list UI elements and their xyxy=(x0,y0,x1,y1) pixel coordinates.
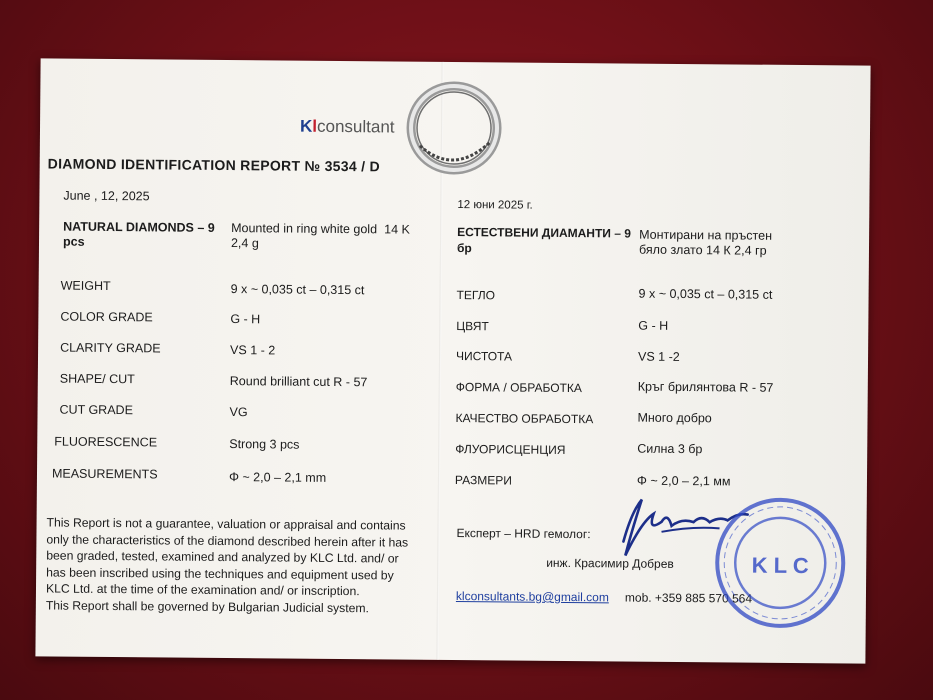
value-measurements-bg: Φ ~ 2,0 – 2,1 мм xyxy=(636,473,731,489)
natural-diamonds-bg: ЕСТЕСТВЕНИ ДИАМАНТИ – 9 xyxy=(457,225,632,241)
label-weight-bg: ТЕГЛО xyxy=(456,288,496,303)
label-color-bg: ЦВЯТ xyxy=(456,319,489,334)
label-measurements: MEASUREMENTS xyxy=(51,466,158,482)
label-shape-bg: ФОРМА / ОБРАБОТКА xyxy=(455,380,582,396)
phone-number: mob. +359 885 570 564 xyxy=(624,590,753,606)
value-weight-bg: 9 x ~ 0,035 ct – 0,315 ct xyxy=(638,286,773,302)
label-clarity-bg: ЧИСТОТА xyxy=(455,349,513,364)
label-fluorescence-bg: ФЛУОРИСЦЕНЦИЯ xyxy=(455,442,566,457)
date-en: June , 12, 2025 xyxy=(63,188,150,204)
value-color: G - H xyxy=(230,312,261,327)
value-measurements: Φ ~ 2,0 – 2,1 mm xyxy=(228,470,327,485)
report-card xyxy=(35,58,870,663)
date-bg: 12 юни 2025 г. xyxy=(457,199,533,212)
email-link[interactable]: klconsultants.bg@gmail.com xyxy=(455,589,609,605)
mounted-en: Mounted in ring white gold xyxy=(231,221,378,237)
engineer-name: инж. Красимир Добрев xyxy=(546,555,674,571)
value-clarity-bg: VS 1 -2 xyxy=(637,349,680,364)
label-cut: CUT GRADE xyxy=(59,402,134,418)
value-cut-bg: Много добро xyxy=(637,410,712,426)
label-clarity: CLARITY GRADE xyxy=(60,340,161,356)
report-title: DIAMOND IDENTIFICATION REPORT № 3534 / D xyxy=(47,155,381,175)
ring-image xyxy=(406,80,503,177)
svg-text:K L C: K L C xyxy=(751,552,809,579)
expert-label: Експерт – HRD гемолог: xyxy=(456,526,591,542)
value-shape-bg: Кръг брилянтова R - 57 xyxy=(637,379,774,395)
label-cut-bg: КАЧЕСТВО ОБРАБОТКА xyxy=(455,411,594,427)
label-shape: SHAPE/ CUT xyxy=(59,371,135,387)
natural-diamonds-bg-pcs: бр xyxy=(456,241,472,256)
value-fluorescence: Strong 3 pcs xyxy=(229,437,300,452)
mounted-bg: Монтирани на пръстен xyxy=(639,227,773,243)
value-color-bg: G - H xyxy=(638,318,669,333)
mounted-bg-weight: бяло злато 14 К 2,4 гр xyxy=(638,242,767,258)
company-logo: Klconsultant xyxy=(299,116,395,137)
natural-diamonds-en-pcs: pcs xyxy=(62,234,85,249)
klc-stamp xyxy=(712,494,849,631)
label-weight: WEIGHT xyxy=(60,278,111,294)
value-fluorescence-bg: Силна 3 бр xyxy=(637,441,703,457)
label-measurements-bg: РАЗМЕРИ xyxy=(454,473,512,488)
disclaimer: This Report is not a guarantee, valuation or appraisal and contains only the characteristics of the diamond described herein after it has been graded, tested, examined and analyzed by KLC Ltd. and/ or has been inscribed using the techniques and equipment used by KLC Ltd. at the time of the examination and/ or inscription. This Report shall be governed by Bulgarian Judicial system. xyxy=(45,515,409,615)
value-weight: 9 x ~ 0,035 ct – 0,315 ct xyxy=(230,282,365,298)
value-clarity: VS 1 - 2 xyxy=(230,343,276,358)
mounted-en-weight: 2,4 g xyxy=(230,236,259,251)
value-shape: Round brilliant cut R - 57 xyxy=(229,374,368,390)
mounted-en-karat: 14 K xyxy=(384,222,410,237)
label-fluorescence: FLUORESCENCE xyxy=(54,434,158,450)
value-cut: VG xyxy=(229,405,248,420)
label-color: COLOR GRADE xyxy=(60,309,153,325)
natural-diamonds-en: NATURAL DIAMONDS – 9 xyxy=(63,219,215,235)
